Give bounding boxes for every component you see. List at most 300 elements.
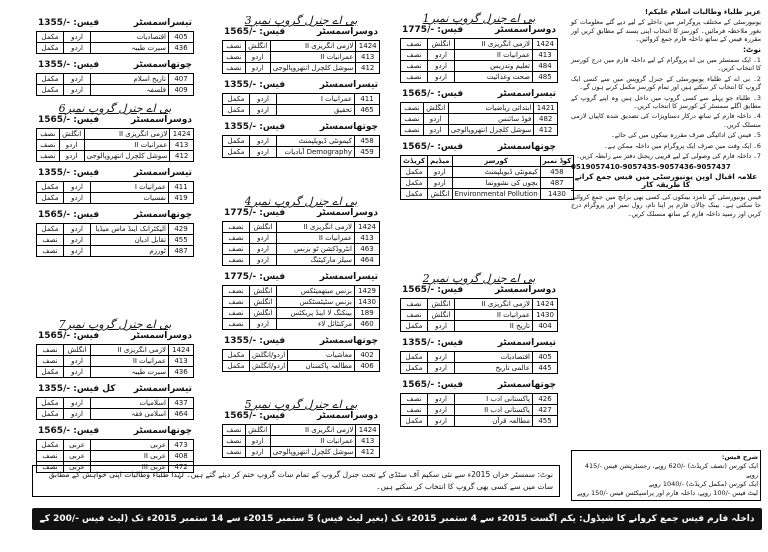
course-lang-cell: اردو bbox=[64, 193, 91, 204]
semester-block bbox=[400, 338, 558, 374]
group-3-block bbox=[222, 14, 380, 164]
course-lang-cell: اردو bbox=[423, 114, 448, 125]
course-code-cell: 413 bbox=[356, 436, 380, 447]
course-mark-cell: نصف bbox=[401, 72, 428, 83]
course-mark-cell: مکمل bbox=[37, 224, 64, 235]
course-lang-cell: اردو/انگلش bbox=[250, 361, 288, 372]
course-title-cell: صحت وغذائیت bbox=[455, 72, 533, 83]
course-mark-cell: نصف bbox=[401, 394, 428, 405]
semester-header bbox=[36, 18, 194, 31]
course-lang-cell: اردو bbox=[250, 319, 277, 330]
group-title bbox=[222, 195, 380, 208]
semester-header bbox=[36, 60, 194, 73]
course-title-cell: تاریخ II bbox=[455, 321, 533, 332]
course-table bbox=[400, 298, 558, 332]
course-title-cell: لازمی انگریزی II bbox=[270, 41, 356, 52]
semester-block bbox=[222, 272, 380, 330]
semester-label: دوسراسمسٹر bbox=[130, 331, 192, 341]
course-code-cell: 407 bbox=[169, 74, 194, 85]
course-lang-cell: اردو bbox=[64, 32, 91, 43]
table-row bbox=[223, 222, 380, 233]
course-lang-cell: اردو bbox=[64, 356, 91, 367]
course-code-cell: 484 bbox=[533, 61, 558, 72]
semester-label: دوسراسمسٹر bbox=[316, 411, 378, 421]
note-item: 7۔ داخلہ فارم کی وصولی کے لیے قریبی ریجنل دفتر سے رابطہ کریں۔ bbox=[576, 152, 761, 161]
course-code-cell: 413 bbox=[533, 50, 558, 61]
semester-label: چوتھاسمسٹر bbox=[497, 380, 556, 390]
table-row bbox=[223, 297, 380, 308]
course-table bbox=[36, 31, 194, 54]
group-title bbox=[400, 12, 558, 25]
table-header-cell: کورسز bbox=[452, 156, 540, 167]
course-mark-cell: نصف bbox=[223, 52, 246, 63]
course-table bbox=[222, 135, 380, 158]
semester-block bbox=[222, 208, 380, 266]
course-code-cell: 1424 bbox=[355, 222, 380, 233]
course-mark-cell: نصف bbox=[223, 244, 250, 255]
fee-rates-box bbox=[571, 450, 761, 501]
course-code-cell: 1430 bbox=[533, 310, 558, 321]
course-mark-cell: مکمل bbox=[223, 136, 250, 147]
course-lang-cell: اردو bbox=[428, 50, 455, 61]
course-table bbox=[222, 349, 380, 372]
course-code-cell: 429 bbox=[169, 224, 194, 235]
semester-label: تیسراسمسٹر bbox=[133, 168, 192, 178]
fee-method-heading: علامہ اقبال اوپن یونیورسٹی میں فیس جمع کرانے کا طریقہ کار bbox=[571, 173, 761, 191]
course-title-cell: سیرت طیبہ bbox=[91, 367, 169, 378]
course-mark-cell: مکمل bbox=[401, 189, 428, 200]
course-code-cell: 1430 bbox=[540, 189, 574, 200]
course-mark-cell: نصف bbox=[401, 405, 428, 416]
course-title-cell: پاکستانی ادب I bbox=[455, 394, 533, 405]
course-lang-cell: انگلش bbox=[250, 286, 277, 297]
course-code-cell: 1424 bbox=[533, 299, 558, 310]
course-mark-cell: مکمل bbox=[37, 32, 64, 43]
course-mark-cell: نصف bbox=[401, 103, 424, 114]
group-2-block bbox=[400, 272, 558, 433]
table-row bbox=[223, 447, 380, 458]
course-lang-cell: انگلش bbox=[428, 39, 455, 50]
course-lang-cell: اردو bbox=[250, 136, 277, 147]
table-row bbox=[401, 125, 558, 136]
semester-block bbox=[222, 27, 380, 74]
course-title-cell: انٹروڈکشن ٹو بزنس bbox=[277, 244, 355, 255]
admission-schedule-bar: داخلہ فارم فیس جمع کروانے کا شیڈول: یکم اگست 2015ء سے 4 ستمبر 2015ء تک (بغیر لیٹ فیس) 5 ستمبر 2015ء سے 14 ستمبر 2015ء تک (لیٹ فیس -/200 کے ساتھ) 15 ستمبر 2015ء سے 25 ستمبر 2015ء تک (اضافی لیٹ فیس -/400 کے ساتھ) bbox=[32, 508, 762, 530]
course-lang-cell: انگلش bbox=[423, 103, 448, 114]
table-row bbox=[37, 345, 194, 356]
course-code-cell: 459 bbox=[355, 147, 380, 158]
course-table bbox=[400, 102, 558, 136]
table-row bbox=[37, 451, 194, 462]
group-title-text: بی اے جنرل گروپ نمبر4 bbox=[244, 195, 358, 208]
course-code-cell: 406 bbox=[355, 361, 380, 372]
group-6-block bbox=[36, 18, 194, 263]
course-title-cell: نفسیات bbox=[91, 193, 169, 204]
course-title-cell: سوشل کلچرل انتھروپالوجی bbox=[270, 447, 356, 458]
course-mark-cell: نصف bbox=[37, 235, 64, 246]
group-title bbox=[222, 398, 380, 411]
table-row bbox=[37, 43, 194, 54]
course-code-cell: 412 bbox=[534, 125, 558, 136]
course-code-cell: 1429 bbox=[355, 286, 380, 297]
table-row bbox=[37, 246, 194, 257]
table-row bbox=[37, 367, 194, 378]
course-title-cell: اسلامی فقہ bbox=[91, 409, 169, 420]
table-row bbox=[401, 321, 558, 332]
course-code-cell: 1424 bbox=[356, 425, 380, 436]
table-row bbox=[223, 286, 380, 297]
course-mark-cell: نصف bbox=[223, 41, 246, 52]
semester-fee: فیس: -/1565 bbox=[38, 115, 100, 125]
fee-method-text: فیس یونیورسٹی کے نامزد بینکوں کی کسی بھی برانچ میں جمع کروائی جا سکتی ہے۔ بینک چالان فارم پر اپنا نام، رول نمبر اور پروگرام درج کریں اور رسید داخلہ فارم کے ساتھ منسلک کریں۔ bbox=[571, 192, 761, 218]
course-lang-cell: اردو bbox=[245, 436, 270, 447]
course-lang-cell: اردو bbox=[64, 398, 91, 409]
table-row bbox=[37, 356, 194, 367]
table-row bbox=[223, 63, 380, 74]
course-mark-cell: نصف bbox=[37, 345, 64, 356]
group-4-block bbox=[222, 195, 380, 378]
course-lang-cell: انگلش bbox=[428, 310, 455, 321]
course-title-cell: سیرت طیبہ bbox=[91, 43, 169, 54]
course-title-cell: سوشل کلچرل انتھروپالوجی bbox=[270, 63, 356, 74]
semester-label: چوتھاسمسٹر bbox=[319, 122, 378, 132]
course-code-cell: 445 bbox=[533, 363, 558, 374]
course-title-cell: بزنس میتھمیٹکس bbox=[277, 286, 355, 297]
course-lang-cell: اردو bbox=[64, 409, 91, 420]
semester-fee: فیس: -/1565 bbox=[402, 142, 464, 152]
semester-header bbox=[222, 208, 380, 221]
contact-numbers: 0519057410-9057435-9057436-9057437 bbox=[571, 162, 731, 171]
semester-fee: فیس: -/1355 bbox=[224, 336, 286, 346]
semester-fee: فیس: -/1775 bbox=[224, 272, 286, 282]
table-row bbox=[401, 39, 558, 50]
course-title-cell: بزنس سٹیٹسٹکس bbox=[277, 297, 355, 308]
course-mark-cell: نصف bbox=[37, 151, 60, 162]
course-mark-cell: مکمل bbox=[37, 193, 64, 204]
table-row bbox=[401, 352, 558, 363]
semester-fee: فیس: -/1565 bbox=[38, 210, 100, 220]
group-1-block bbox=[400, 12, 572, 206]
table-row bbox=[37, 151, 194, 162]
course-code-cell: 485 bbox=[533, 72, 558, 83]
semester-fee: کل فیس: -/1355 bbox=[38, 384, 116, 394]
course-lang-cell: اردو bbox=[64, 235, 91, 246]
course-mark-cell: مکمل bbox=[37, 440, 64, 451]
semester-block bbox=[400, 25, 558, 83]
table-row bbox=[223, 350, 380, 361]
course-mark-cell: مکمل bbox=[401, 167, 428, 178]
table-row bbox=[401, 416, 558, 427]
course-title-cell: عربی III bbox=[91, 462, 169, 473]
semester-label: دوسراسمسٹر bbox=[316, 208, 378, 218]
course-lang-cell: اردو/انگلش bbox=[250, 350, 288, 361]
course-lang-cell: اردو bbox=[250, 105, 277, 116]
table-row bbox=[37, 74, 194, 85]
course-mark-cell: مکمل bbox=[401, 416, 428, 427]
semester-block bbox=[36, 18, 194, 54]
semester-block bbox=[36, 115, 194, 162]
course-table bbox=[400, 155, 574, 200]
course-mark-cell: مکمل bbox=[37, 182, 64, 193]
course-table bbox=[222, 221, 380, 266]
note-item: 1۔ ایک سمسٹر میں بی اے پروگرام کے لیے داخلہ فارم میں درج کورسز کا انتخاب کریں۔ bbox=[571, 56, 761, 73]
semester-header bbox=[36, 331, 194, 344]
table-row bbox=[37, 182, 194, 193]
semester-label: تیسراسمسٹر bbox=[497, 338, 556, 348]
course-lang-cell: اردو bbox=[245, 447, 270, 458]
semester-fee: فیس: -/1355 bbox=[38, 18, 100, 28]
course-lang-cell: اردو bbox=[428, 72, 455, 83]
course-code-cell: 405 bbox=[533, 352, 558, 363]
course-mark-cell: مکمل bbox=[37, 74, 64, 85]
semester-block bbox=[222, 80, 380, 116]
course-code-cell: 1424 bbox=[356, 41, 380, 52]
course-mark-cell: مکمل bbox=[37, 409, 64, 420]
course-mark-cell: نصف bbox=[223, 297, 250, 308]
table-row bbox=[37, 398, 194, 409]
semester-header bbox=[400, 142, 558, 155]
fee-rate-line: ایک کورس (نصف کریڈٹ) -/620 روپے، رجسٹریشن فیس -/415 روپے bbox=[584, 462, 758, 479]
course-lang-cell: اردو bbox=[428, 394, 455, 405]
semester-label: تیسراسمسٹر bbox=[133, 18, 192, 28]
fee-rates-heading: شرح فیس: bbox=[721, 453, 758, 461]
note-item: 6۔ ایک وقت میں صرف ایک پروگرام میں داخلہ ممکن ہے۔ bbox=[604, 141, 761, 150]
note-item: 3۔ طلباء جو پہلے سے کسی گروپ میں داخل ہیں وہ اپنے گروپ کے مطابق اگلے سمسٹر کے کورسز کا انتخاب کریں۔ bbox=[571, 93, 761, 111]
course-code-cell: 426 bbox=[533, 394, 558, 405]
course-mark-cell: نصف bbox=[223, 63, 246, 74]
course-code-cell: 412 bbox=[356, 63, 380, 74]
course-mark-cell: مکمل bbox=[223, 147, 250, 158]
semester-header bbox=[36, 168, 194, 181]
course-code-cell: 404 bbox=[533, 321, 558, 332]
table-row bbox=[223, 319, 380, 330]
course-title-cell: مطالعہ قرآن bbox=[455, 416, 533, 427]
table-row bbox=[223, 361, 380, 372]
course-lang-cell: انگلش bbox=[245, 41, 270, 52]
course-lang-cell: انگلش bbox=[250, 297, 277, 308]
course-code-cell: 460 bbox=[355, 319, 380, 330]
fee-rate-line: لیٹ فیس -/100 روپے، داخلہ فارم اور پراسپکٹس فیس -/150 روپے bbox=[577, 489, 758, 497]
course-mark-cell: مکمل bbox=[37, 398, 64, 409]
semester-block bbox=[36, 384, 194, 420]
table-row bbox=[401, 189, 574, 200]
course-table bbox=[400, 351, 558, 374]
course-table bbox=[222, 285, 380, 330]
course-mark-cell: نصف bbox=[223, 286, 250, 297]
table-row bbox=[37, 129, 194, 140]
course-mark-cell: نصف bbox=[223, 308, 250, 319]
course-title-cell: لازمی انگریزی II bbox=[84, 129, 170, 140]
greeting: عزیز طلباء وطالبات اسلام علیکم! bbox=[644, 8, 761, 16]
table-row bbox=[223, 436, 380, 447]
semester-fee: فیس: -/1355 bbox=[38, 60, 100, 70]
course-table bbox=[36, 397, 194, 420]
course-code-cell: 436 bbox=[169, 43, 194, 54]
course-lang-cell: اردو bbox=[64, 43, 91, 54]
semester-label: چوتھاسمسٹر bbox=[133, 426, 192, 436]
semester-header bbox=[222, 336, 380, 349]
table-row bbox=[37, 32, 194, 43]
course-lang-cell: اردو bbox=[245, 63, 270, 74]
course-title-cell: اقتصادیات bbox=[91, 32, 169, 43]
group-title-text: بی اے جنرل گروپ نمبر3 bbox=[244, 14, 358, 27]
course-code-cell: 413 bbox=[169, 356, 194, 367]
course-lang-cell: اردو bbox=[428, 405, 455, 416]
course-title-cell: لازمی انگریزی II bbox=[277, 222, 355, 233]
course-title-cell: عمرانیات II bbox=[455, 50, 533, 61]
course-mark-cell: مکمل bbox=[401, 321, 428, 332]
course-mark-cell: نصف bbox=[223, 233, 250, 244]
course-lang-cell: اردو bbox=[250, 147, 277, 158]
course-lang-cell: اردو bbox=[428, 167, 452, 178]
course-table bbox=[36, 181, 194, 204]
table-header-cell: کریڈٹ bbox=[401, 156, 428, 167]
course-title-cell: بچوں کی نشوونما bbox=[452, 178, 540, 189]
course-title-cell: تحقیق bbox=[277, 105, 355, 116]
semester-header bbox=[222, 27, 380, 40]
course-code-cell: 189 bbox=[355, 308, 380, 319]
semester-label: دوسراسمسٹر bbox=[494, 285, 556, 295]
table-row bbox=[223, 244, 380, 255]
table-row bbox=[401, 103, 558, 114]
course-table bbox=[222, 424, 380, 458]
course-title-cell: عمرانیات I bbox=[277, 94, 355, 105]
course-mark-cell: نصف bbox=[223, 255, 250, 266]
course-lang-cell: اردو bbox=[423, 125, 448, 136]
course-code-cell: 413 bbox=[355, 233, 380, 244]
course-title-cell: کیمونٹی ڈیویلپمنٹ bbox=[452, 167, 540, 178]
course-lang-cell: اردو bbox=[64, 182, 91, 193]
semester-block bbox=[222, 411, 380, 458]
course-code-cell: 413 bbox=[170, 140, 194, 151]
group-title-text: بی اے جنرل گروپ نمبر1 bbox=[422, 12, 536, 25]
semester-fee: فیس: -/1565 bbox=[402, 89, 464, 99]
course-mark-cell: نصف bbox=[401, 61, 428, 72]
course-title-cell: لازمی انگریزی II bbox=[91, 345, 169, 356]
course-code-cell: 409 bbox=[169, 85, 194, 96]
table-row bbox=[37, 140, 194, 151]
table-row bbox=[223, 255, 380, 266]
course-lang-cell: اردو bbox=[428, 416, 455, 427]
course-title-cell: مطالعہ پاکستان bbox=[288, 361, 355, 372]
table-row bbox=[223, 147, 380, 158]
group-title bbox=[222, 14, 380, 27]
semester-header bbox=[36, 426, 194, 439]
course-title-cell: عمرانیات II bbox=[84, 140, 170, 151]
course-lang-cell: انگلش bbox=[250, 222, 277, 233]
semester-block bbox=[400, 285, 558, 332]
semester-fee: فیس: -/1565 bbox=[38, 331, 100, 341]
semester-fee: فیس: -/1565 bbox=[402, 285, 464, 295]
course-title-cell: عمرانیات II bbox=[277, 233, 355, 244]
course-table bbox=[222, 40, 380, 74]
course-table bbox=[36, 223, 194, 257]
semester-fee: فیس: -/1565 bbox=[224, 27, 286, 37]
semester-label: تیسراسمسٹر bbox=[497, 89, 556, 99]
course-mark-cell: نصف bbox=[401, 50, 428, 61]
notes-list bbox=[571, 56, 761, 160]
course-mark-cell: نصف bbox=[37, 140, 60, 151]
course-title-cell: تاریخ اسلام bbox=[91, 74, 169, 85]
course-code-cell: 464 bbox=[355, 255, 380, 266]
table-row bbox=[401, 50, 558, 61]
semester-header bbox=[36, 210, 194, 223]
course-code-cell: 472 bbox=[169, 462, 194, 473]
course-mark-cell: نصف bbox=[401, 125, 424, 136]
course-mark-cell: مکمل bbox=[401, 178, 428, 189]
semester-fee: فیس: -/1355 bbox=[224, 122, 286, 132]
course-code-cell: 411 bbox=[169, 182, 194, 193]
table-row bbox=[401, 310, 558, 321]
table-header-row bbox=[401, 156, 574, 167]
course-mark-cell: نصف bbox=[401, 39, 428, 50]
table-row bbox=[223, 41, 380, 52]
semester-header bbox=[222, 272, 380, 285]
course-code-cell: 464 bbox=[169, 409, 194, 420]
course-mark-cell: نصف bbox=[37, 246, 64, 257]
course-title-cell: تعلیم وتدریس bbox=[455, 61, 533, 72]
course-lang-cell: عربی bbox=[64, 440, 91, 451]
course-code-cell: 473 bbox=[169, 440, 194, 451]
course-code-cell: 455 bbox=[169, 235, 194, 246]
table-header-cell: میڈیم bbox=[428, 156, 452, 167]
course-mark-cell: مکمل bbox=[401, 352, 428, 363]
course-title-cell: عمرانیات II bbox=[455, 310, 533, 321]
course-mark-cell: نصف bbox=[401, 310, 428, 321]
course-lang-cell: انگلش bbox=[250, 308, 277, 319]
table-row bbox=[37, 224, 194, 235]
course-lang-cell: اردو bbox=[64, 246, 91, 257]
course-code-cell: 1424 bbox=[533, 39, 558, 50]
course-mark-cell: نصف bbox=[223, 436, 246, 447]
course-title-cell: عمرانیات II bbox=[270, 52, 356, 63]
course-lang-cell: اردو bbox=[428, 178, 452, 189]
course-mark-cell: مکمل bbox=[37, 43, 64, 54]
table-row bbox=[37, 235, 194, 246]
semester-label: چوتھاسمسٹر bbox=[497, 142, 556, 152]
course-mark-cell: نصف bbox=[223, 222, 250, 233]
semester-fee: فیس: -/1355 bbox=[224, 80, 286, 90]
course-title-cell: لازمی انگریزی II bbox=[455, 39, 533, 50]
semester-fee: فیس: -/1565 bbox=[224, 411, 286, 421]
course-mark-cell: مکمل bbox=[37, 85, 64, 96]
course-title-cell: سیلز مارکیٹنگ bbox=[277, 255, 355, 266]
semester-header bbox=[222, 411, 380, 424]
course-table bbox=[36, 344, 194, 378]
semester-fee: فیس: -/1775 bbox=[224, 208, 286, 218]
semester-fee: فیس: -/1565 bbox=[402, 380, 464, 390]
semester-block bbox=[400, 89, 558, 136]
table-row bbox=[223, 105, 380, 116]
table-row bbox=[37, 440, 194, 451]
course-table bbox=[36, 128, 194, 162]
course-code-cell: 487 bbox=[169, 246, 194, 257]
table-row bbox=[401, 61, 558, 72]
bottom-note: نوٹ: سمسٹر خزاں 2015ء سے نئی سکیم آف سٹڈی کے تحت جنرل گروپ کے تمام سات گروپ ختم کر دیئے گئے ہیں۔ لہٰذا طلباء وطالبات اپنی خواہش کے مطابق سات میں سے کسی بھی گروپ کا انتخاب کر سکتے ہیں۔ bbox=[32, 465, 560, 497]
course-mark-cell: نصف bbox=[223, 447, 246, 458]
course-mark-cell: مکمل bbox=[223, 350, 250, 361]
course-code-cell: 455 bbox=[533, 416, 558, 427]
semester-label: تیسراسمسٹر bbox=[319, 272, 378, 282]
semester-fee: فیس: -/1565 bbox=[38, 426, 100, 436]
course-title-cell: تقابل ادیان bbox=[91, 235, 169, 246]
course-mark-cell: مکمل bbox=[223, 361, 250, 372]
table-row bbox=[37, 193, 194, 204]
table-row bbox=[223, 94, 380, 105]
semester-block bbox=[222, 336, 380, 372]
course-code-cell: 463 bbox=[355, 244, 380, 255]
semester-header bbox=[400, 89, 558, 102]
